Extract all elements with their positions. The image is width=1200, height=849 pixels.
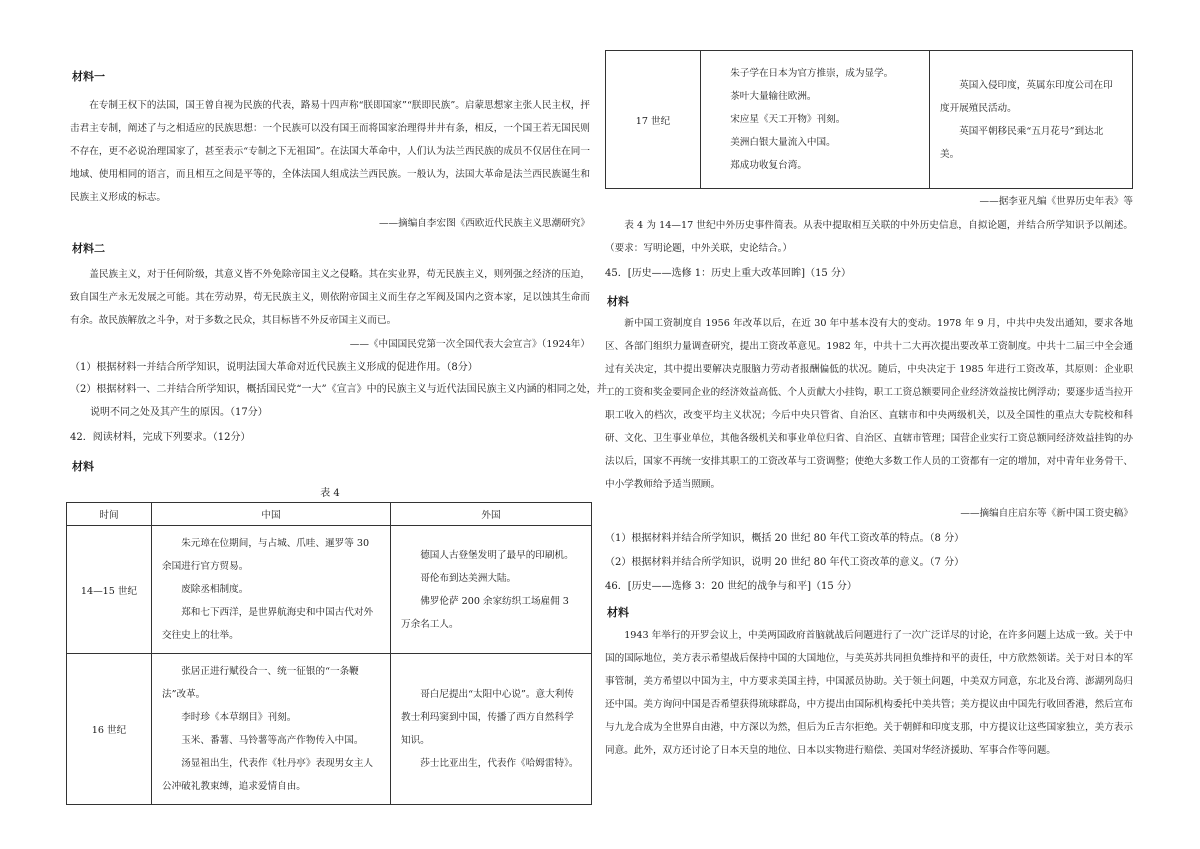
china-event: 朱元璋在位期间，与占城、爪哇、暹罗等 30 余国进行官方贸易。 xyxy=(162,538,370,572)
question-2: （2）根据材料一、二并结合所学知识，概括国民党“一大”《宣言》中的民族主义与近代法国民族主义内涵的相同之处，并说明不同之处及其产生的原因。（17分） xyxy=(70,384,607,418)
table-task: 表 4 为 14—17 世纪中外历史事件简表。从表中提取相互关联的中外历史信息，自拟论题，并结合所学知识予以阐述。（要求：写明论题，中外关联，史论结合。） xyxy=(605,220,1133,254)
china-event: 张居正进行赋役合一、统一征银的“一条鞭法”改革。 xyxy=(162,666,359,700)
foreign-event: 哥白尼提出“太阳中心说”。意大利传教士利玛窦到中国，传播了西方自然科学知识。 xyxy=(401,689,574,746)
material-46-heading: 材料 xyxy=(607,606,629,619)
row-foreign-cell xyxy=(391,654,592,805)
material-2-citation: ——《中国国民党第一次全国代表大会宣言》（1924年） xyxy=(349,339,590,350)
row-foreign-cell xyxy=(930,51,1133,189)
material-45-citation: ——摘编自庄启东等《新中国工资史稿》 xyxy=(960,508,1133,519)
foreign-event: 哥伦布到达美洲大陆。 xyxy=(420,572,517,584)
row-china-cell xyxy=(701,51,930,189)
material-45-heading: 材料 xyxy=(607,295,629,308)
foreign-event: 佛罗伦萨 200 余家纺织工场雇佣 3 万余名工人。 xyxy=(401,595,569,630)
material-1-text: 在专制王权下的法国，国王曾自视为民族的代表，路易十四声称“朕即国家”“朕即民族”。启蒙思想家主张人民主权，抨击君主专制，阐述了与之相适应的民族思想：一个民族可以没有国王而将国家治理得井井有条，相反，一个国王若无国民则不存在，更不必说治理国家了，甚至表示“专制之下无祖国”。在法国大革命中，人们认为法兰西民族的成员不仅居住在同一地域、使用相同的语言，而且相互之间是平等的，全体法国人组成法兰西民族。一般认为，法国大革命是法兰西民族诞生和民族主义形成的标志。 xyxy=(70,100,590,203)
material-42-heading: 材料 xyxy=(72,460,94,473)
material-2-text: 盖民族主义，对于任何阶级，其意义皆不外免除帝国主义之侵略。其在实业界，苟无民族主义，则列强之经济的压迫，致自国生产永无发展之可能。其在劳动界，苟无民族主义，则依附帝国主义而生存之军阀及国内之资本家，足以蚀其生命而有余。故民族解放之斗争，对于多数之民众，其目标皆不外反帝国主义而已。 xyxy=(70,269,590,326)
china-event: 美洲白银大量流入中国。 xyxy=(730,137,836,148)
table-row xyxy=(67,654,592,805)
material-2-heading: 材料二 xyxy=(72,242,105,255)
header-china: 中国 xyxy=(152,503,391,526)
china-event: 汤显祖出生，代表作《牡丹亭》表现男女主人公冲破礼教束缚，追求爱情自由。 xyxy=(162,758,374,792)
table-caption: 表 4 xyxy=(320,488,340,499)
question-42: 42．阅读材料，完成下列要求。（12分） xyxy=(70,432,251,443)
header-time: 时间 xyxy=(67,503,152,526)
material-1-citation: ——摘编自李宏图《西欧近代民族主义思潮研究》 xyxy=(378,218,590,229)
question-45-2: （2）根据材料并结合所学知识，说明 20 世纪 80 年代工资改革的意义。（7 分） xyxy=(605,557,965,568)
material-45-text: 新中国工资制度自 1956 年改革以后，在近 30 年中基本没有大的变动。1978 年 9 月，中共中央发出通知，要求各地区、各部门组织力量调查研究，提出工资改革意见。1982 年，中共十二大再次提出要改革工资制度。中共十二届三中全会通过有关决定，其中提出要解决克服脑力劳动者报酬偏低的状况。随后，中央决定于 1985 年进行工资改革，其原则：企业职工的工资和奖金要同企业的经济效益高低、个人贡献大小挂钩，职工工资总额要同企业经济效益按比例浮动；要逐步适当拉开职工收入的档次，改变平均主义状况；今后中央只管省、自治区、直辖市和中央两级机关，以及全国性的重点大专院校和科研、文化、卫生事业单位，其他各级机关和事业单位归省、自治区、直辖市管理；国营企业实行工资总额同经济效益挂钩的办法以后，国家不再统一安排其职工的工资改革与工资调整；使绝大多数工作人员的工资都有一定的增加，对中青年业务骨干、中小学教师给予适当照顾。 xyxy=(605,318,1133,490)
china-event: 李时珍《本草纲目》刊刻。 xyxy=(181,712,297,723)
china-event: 郑成功收复台湾。 xyxy=(730,160,807,171)
china-event: 废除丞相制度。 xyxy=(181,584,249,595)
foreign-event: 德国人古登堡发明了最早的印刷机。 xyxy=(420,549,574,561)
header-foreign: 外国 xyxy=(391,503,592,526)
china-event: 玉米、番薯、马铃薯等高产作物传入中国。 xyxy=(181,735,364,746)
question-45-1: （1）根据材料并结合所学知识，概括 20 世纪 80 年代工资改革的特点。（8 分） xyxy=(605,533,965,544)
row-foreign-cell xyxy=(391,526,592,654)
table-citation: ——据李亚凡编《世界历史年表》等 xyxy=(979,196,1133,207)
china-event: 宋应星《天工开物》刊刻。 xyxy=(730,114,846,125)
history-table-part2 xyxy=(605,50,1133,189)
table-row xyxy=(67,526,592,654)
question-45: 45．[历史——选修 1：历史上重大改革回眸]（15 分） xyxy=(605,268,851,279)
material-46-text: 1943 年举行的开罗会议上，中美两国政府首脑就战后问题进行了一次广泛详尽的讨论，在许多问题上达成一致。关于中国的国际地位，美方表示希望战后保持中国的大国地位，与美英苏共同担负维持和平的责任，中方欣然领诺。关于对日本的军事管制，美方希望以中国为主，中方要求美国主持，中国派员协助。关于领土问题，中美双方同意，东北及台湾、澎湖列岛归还中国。美方询问中国是否希望获得琉球群岛，中方提出由国际机构委托中美共管；美方提议由中国先行收回香港，然后宣布与九龙合成为全世界自由港，中方深以为然，但后为丘吉尔拒绝。关于朝鲜和印度支那，中方提议让这些国家独立，美方表示同意。此外，双方还讨论了日本天皇的地位、日本以实物进行赔偿、美国对华经济援助、军事合作等问题。 xyxy=(605,630,1133,756)
china-event: 茶叶大量输往欧洲。 xyxy=(730,91,817,102)
foreign-event: 英国入侵印度，英属东印度公司在印度开展殖民活动。 xyxy=(940,79,1113,114)
row-period: 16 世纪 xyxy=(67,654,152,805)
china-event: 朱子学在日本为官方推崇，成为显学。 xyxy=(730,68,894,79)
question-46: 46．[历史——选修 3：20 世纪的战争与和平]（15 分） xyxy=(605,581,857,592)
table-row xyxy=(606,51,1133,189)
row-china-cell xyxy=(152,526,391,654)
table-header-row xyxy=(67,503,592,526)
question-1: （1）根据材料一并结合所学知识，说明法国大革命对近代民族主义形成的促进作用。（8分） xyxy=(70,362,478,373)
china-event: 郑和七下西洋，是世界航海史和中国古代对外交往史上的壮举。 xyxy=(162,607,374,641)
foreign-event: 英国平朝移民乘“五月花号”到达北美。 xyxy=(940,125,1104,160)
row-china-cell xyxy=(152,654,391,805)
row-period: 14—15 世纪 xyxy=(67,526,152,654)
material-1-heading: 材料一 xyxy=(72,70,105,83)
row-period: 17 世纪 xyxy=(606,51,701,189)
history-table-part1 xyxy=(66,502,592,805)
foreign-event: 莎士比亚出生，代表作《哈姆雷特》。 xyxy=(420,758,579,769)
